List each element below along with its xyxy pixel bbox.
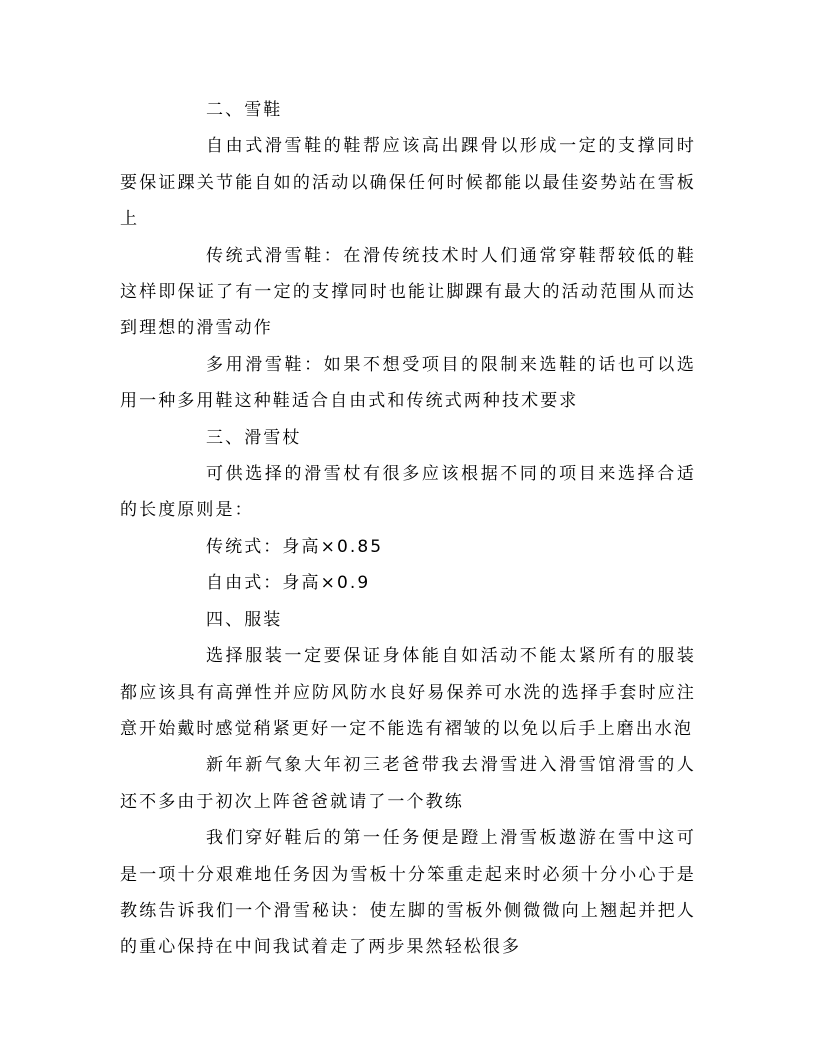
section-heading-clothing: 四、服装 bbox=[206, 609, 283, 630]
section-heading-ski-boots: 二、雪鞋 bbox=[206, 100, 283, 120]
paragraph-new-year-trip: 新年新气象大年初三老爸带我去滑雪进入滑雪馆滑雪的人还不多由于初次上阵爸爸就请了一个教练 bbox=[120, 755, 696, 812]
section-heading-ski-poles: 三、滑雪杖 bbox=[206, 427, 302, 448]
paragraph-multipurpose-boots: 多用滑雪鞋：如果不想受项目的限制来选鞋的话也可以选用一种多用鞋这种鞋适合自由式和传统式两种技术要求 bbox=[120, 354, 696, 412]
formula-classic: 传统式：身高×0.85 bbox=[206, 536, 384, 557]
paragraph-freestyle-boots: 自由式滑雪鞋的鞋帮应该高出踝骨以形成一定的支撑同时要保证踝关节能自如的活动以确保任何时候都能以最佳姿势站在雪板上 bbox=[120, 136, 696, 230]
formula-freestyle: 自由式：身高×0.9 bbox=[206, 573, 371, 594]
paragraph-first-task: 我们穿好鞋后的第一任务便是蹬上滑雪板遨游在雪中这可是一项十分艰难地任务因为雪板十分笨重走起来时必须十分小心于是教练告诉我们一个滑雪秘诀：使左脚的雪板外侧微微向上翘起并把人的重心保持在中间我试着走了两步果然轻松很多 bbox=[120, 828, 696, 958]
paragraph-classic-boots: 传统式滑雪鞋：在滑传统技术时人们通常穿鞋帮较低的鞋这样即保证了有一定的支撑同时也能让脚踝有最大的活动范围从而达到理想的滑雪动作 bbox=[120, 245, 696, 339]
document-body bbox=[120, 92, 696, 966]
paragraph-pole-selection: 可供选择的滑雪杖有很多应该根据不同的项目来选择合适的长度原则是： bbox=[120, 464, 696, 521]
paragraph-clothing: 选择服装一定要保证身体能自如活动不能太紧所有的服装都应该具有高弹性并应防风防水良好易保养可水洗的选择手套时应注意开始戴时感觉稍紧更好一定不能选有褶皱的以免以后手上磨出水泡 bbox=[120, 646, 696, 739]
